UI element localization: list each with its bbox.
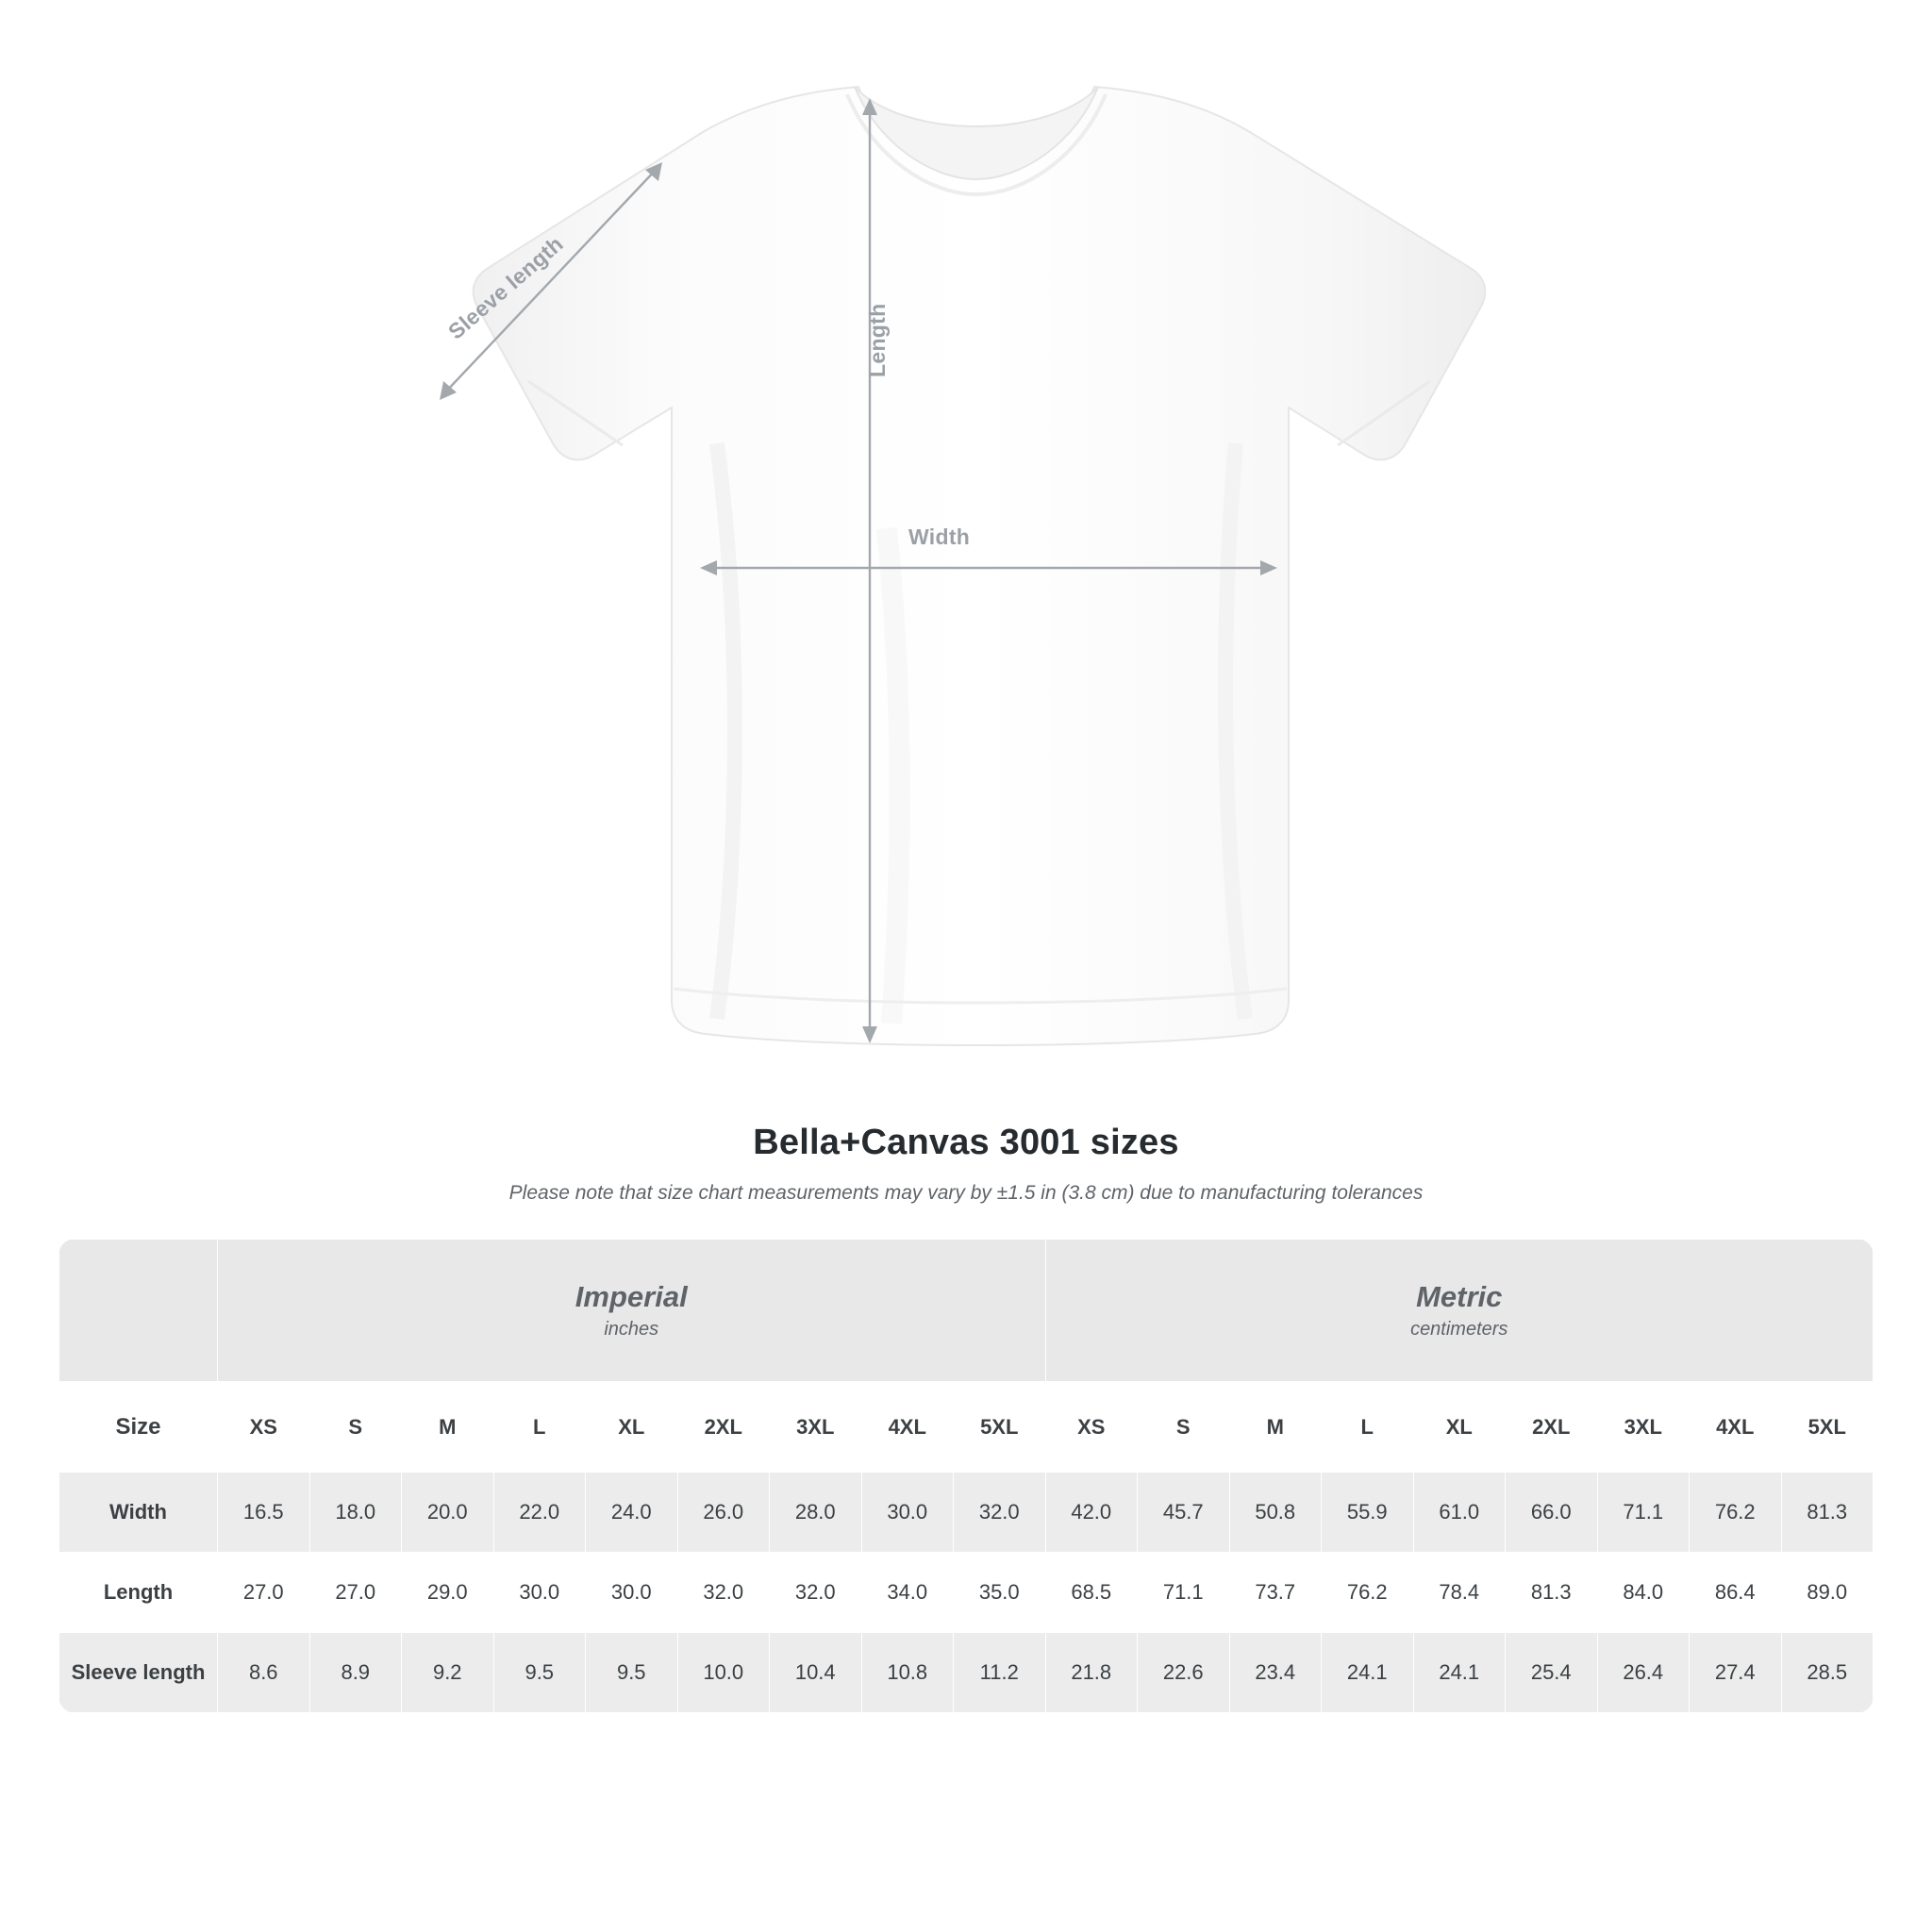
size-header-cell: L — [1322, 1382, 1414, 1473]
size-table-container — [58, 1239, 1874, 1713]
table-cell: 81.3 — [1506, 1553, 1598, 1633]
table-cell: 10.0 — [677, 1633, 770, 1713]
table-cell: 32.0 — [677, 1553, 770, 1633]
table-cell: 76.2 — [1690, 1473, 1782, 1553]
table-cell: 30.0 — [493, 1553, 586, 1633]
size-header-cell: 2XL — [1506, 1382, 1598, 1473]
table-cell: 30.0 — [861, 1473, 954, 1553]
size-header-cell: 4XL — [861, 1382, 954, 1473]
table-cell: 27.0 — [218, 1553, 310, 1633]
table-cell: 27.4 — [1690, 1633, 1782, 1713]
table-cell: 81.3 — [1781, 1473, 1874, 1553]
table-cell: 66.0 — [1506, 1473, 1598, 1553]
size-header-cell: XS — [1045, 1382, 1138, 1473]
size-table — [58, 1239, 1874, 1713]
sleeve-length-dimension-label: Sleeve length — [443, 231, 568, 344]
unit-header-spacer — [59, 1240, 218, 1382]
table-cell: 29.0 — [402, 1553, 494, 1633]
unit-header-metric — [1045, 1240, 1874, 1382]
size-header-cell: M — [1229, 1382, 1322, 1473]
table-cell: 71.1 — [1138, 1553, 1230, 1633]
table-cell: 24.1 — [1322, 1633, 1414, 1713]
table-cell: 24.0 — [586, 1473, 678, 1553]
table-row — [59, 1633, 1874, 1713]
size-header-cell: 3XL — [770, 1382, 862, 1473]
table-cell: 9.2 — [402, 1633, 494, 1713]
table-cell: 10.4 — [770, 1633, 862, 1713]
table-cell: 26.0 — [677, 1473, 770, 1553]
size-header-row — [59, 1382, 1874, 1473]
row-label-width: Width — [59, 1473, 218, 1553]
table-cell: 73.7 — [1229, 1553, 1322, 1633]
unit-name-imperial: Imperial — [575, 1279, 688, 1313]
size-header-cell: S — [1138, 1382, 1230, 1473]
length-dimension-label: Length — [865, 303, 890, 377]
table-cell: 10.8 — [861, 1633, 954, 1713]
unit-sub-imperial: inches — [604, 1319, 659, 1341]
table-cell: 22.6 — [1138, 1633, 1230, 1713]
table-cell: 89.0 — [1781, 1553, 1874, 1633]
table-cell: 27.0 — [309, 1553, 402, 1633]
table-cell: 78.4 — [1413, 1553, 1506, 1633]
table-cell: 25.4 — [1506, 1633, 1598, 1713]
size-corner-label: Size — [59, 1382, 218, 1473]
width-dimension-label: Width — [908, 525, 971, 549]
table-cell: 76.2 — [1322, 1553, 1414, 1633]
table-cell: 22.0 — [493, 1473, 586, 1553]
table-cell: 61.0 — [1413, 1473, 1506, 1553]
table-cell: 30.0 — [586, 1553, 678, 1633]
size-header-cell: M — [402, 1382, 494, 1473]
table-cell: 34.0 — [861, 1553, 954, 1633]
table-cell: 9.5 — [586, 1633, 678, 1713]
table-cell: 68.5 — [1045, 1553, 1138, 1633]
table-cell: 9.5 — [493, 1633, 586, 1713]
table-cell: 23.4 — [1229, 1633, 1322, 1713]
table-cell: 55.9 — [1322, 1473, 1414, 1553]
size-header-cell: 4XL — [1690, 1382, 1782, 1473]
table-cell: 35.0 — [954, 1553, 1046, 1633]
table-cell: 16.5 — [218, 1473, 310, 1553]
size-header-cell: L — [493, 1382, 586, 1473]
size-header-cell: XS — [218, 1382, 310, 1473]
table-row — [59, 1553, 1874, 1633]
table-cell: 8.6 — [218, 1633, 310, 1713]
size-header-cell: 5XL — [954, 1382, 1046, 1473]
table-cell: 45.7 — [1138, 1473, 1230, 1553]
table-row — [59, 1473, 1874, 1553]
row-label-sleeve-length: Sleeve length — [59, 1633, 218, 1713]
unit-name-metric: Metric — [1416, 1279, 1503, 1313]
page-title: Bella+Canvas 3001 sizes — [753, 1123, 1179, 1162]
table-cell: 8.9 — [309, 1633, 402, 1713]
table-cell: 28.5 — [1781, 1633, 1874, 1713]
unit-header-row — [59, 1240, 1874, 1382]
table-cell: 86.4 — [1690, 1553, 1782, 1633]
size-header-cell: 2XL — [677, 1382, 770, 1473]
table-cell: 20.0 — [402, 1473, 494, 1553]
table-cell: 11.2 — [954, 1633, 1046, 1713]
table-cell: 84.0 — [1597, 1553, 1690, 1633]
table-cell: 50.8 — [1229, 1473, 1322, 1553]
unit-sub-metric: centimeters — [1410, 1319, 1508, 1341]
table-cell: 71.1 — [1597, 1473, 1690, 1553]
size-header-cell: 5XL — [1781, 1382, 1874, 1473]
table-cell: 18.0 — [309, 1473, 402, 1553]
row-label-length: Length — [59, 1553, 218, 1633]
table-cell: 42.0 — [1045, 1473, 1138, 1553]
table-cell: 32.0 — [770, 1553, 862, 1633]
table-cell: 21.8 — [1045, 1633, 1138, 1713]
table-cell: 26.4 — [1597, 1633, 1690, 1713]
title-block — [0, 1123, 1932, 1205]
table-cell: 28.0 — [770, 1473, 862, 1553]
size-header-cell: 3XL — [1597, 1382, 1690, 1473]
size-header-cell: XL — [586, 1382, 678, 1473]
tolerance-note: Please note that size chart measurements may vary by ±1.5 in (3.8 cm) due to manufacturing tolerances — [508, 1182, 1424, 1204]
size-header-cell: XL — [1413, 1382, 1506, 1473]
unit-header-imperial — [218, 1240, 1046, 1382]
table-cell: 24.1 — [1413, 1633, 1506, 1713]
table-cell: 32.0 — [954, 1473, 1046, 1553]
size-header-cell: S — [309, 1382, 402, 1473]
